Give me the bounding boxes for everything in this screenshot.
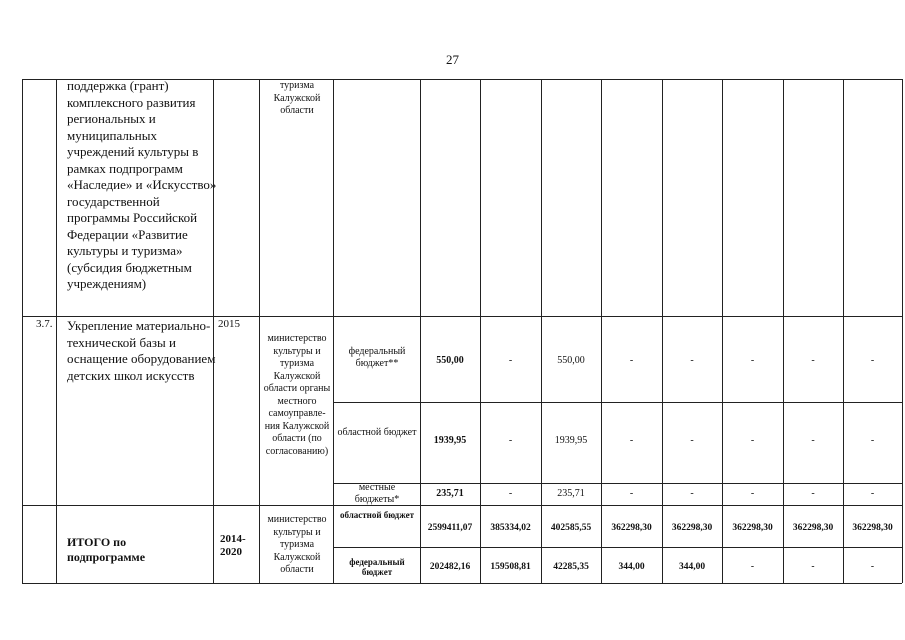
table-cell: 2599411,07 bbox=[427, 523, 473, 533]
col-line bbox=[783, 79, 784, 583]
table-cell: - bbox=[870, 488, 875, 499]
row-separator bbox=[333, 402, 902, 403]
table-cell: 42285,35 bbox=[553, 562, 589, 572]
row-separator bbox=[333, 483, 902, 484]
table-cell: - bbox=[870, 355, 875, 366]
row-executor: министерство культуры и туризма Калужской области органы местного самоуправле-ния Калужской области (по согласованию) bbox=[263, 333, 331, 457]
col-line bbox=[480, 79, 481, 583]
col-line bbox=[902, 79, 903, 583]
col-line bbox=[662, 79, 663, 583]
table-cell: - bbox=[811, 488, 815, 499]
table-cell: - bbox=[690, 435, 694, 446]
table-cell: 362298,30 bbox=[732, 523, 773, 533]
source-regional: областной бюджет bbox=[337, 427, 417, 438]
col-line bbox=[843, 79, 844, 583]
table-bottom-line bbox=[22, 583, 902, 584]
table-cell: 362298,30 bbox=[792, 523, 834, 533]
row-year: 2015 bbox=[218, 318, 240, 330]
col-line bbox=[722, 79, 723, 583]
row-number: 3.7. bbox=[36, 318, 53, 330]
table-cell: - bbox=[811, 435, 815, 446]
table-cell: - bbox=[629, 355, 634, 366]
table-cell: 202482,16 bbox=[429, 562, 471, 572]
total-label: ИТОГО по подпрограмме bbox=[67, 535, 146, 564]
table-cell: 1939,95 bbox=[554, 435, 588, 446]
col-line bbox=[333, 79, 334, 583]
table-cell: - bbox=[690, 488, 694, 499]
col-line bbox=[259, 79, 260, 583]
table-cell: - bbox=[811, 562, 815, 572]
table-cell: 235,71 bbox=[436, 488, 464, 499]
prev-row-description: поддержка (грант) комплексного развития региональных и муниципальных учреждений культуры в рамках подпрограмм «Наследие» и «Искусство» государственной программы Российской Федерации «Развитие культуры и туризма» (субсидия бюджетным учреждениям) bbox=[67, 78, 217, 291]
table-cell: 344,00 bbox=[618, 562, 645, 572]
col-line bbox=[601, 79, 602, 583]
table-cell: - bbox=[508, 488, 513, 499]
source-federal: федеральный бюджет** bbox=[348, 346, 406, 369]
total-source-regional: областной бюджет bbox=[339, 510, 415, 520]
table-cell: 362298,30 bbox=[611, 523, 652, 533]
table-cell: 235,71 bbox=[557, 488, 585, 499]
total-year: 2014-2020 bbox=[220, 533, 246, 558]
table-cell: - bbox=[508, 355, 513, 366]
prev-row-executor: туризма Калужской области bbox=[273, 80, 321, 116]
table-cell: - bbox=[629, 435, 634, 446]
table-cell: - bbox=[690, 355, 694, 366]
table-cell: - bbox=[750, 488, 755, 499]
table-cell: - bbox=[750, 562, 755, 572]
row-separator bbox=[22, 505, 902, 506]
table-cell: 362298,30 bbox=[852, 523, 893, 533]
col-line bbox=[420, 79, 421, 583]
table-cell: 344,00 bbox=[678, 562, 706, 572]
table-cell: 550,00 bbox=[436, 355, 464, 366]
row-separator bbox=[22, 316, 902, 317]
source-local: местные бюджеты* bbox=[354, 482, 400, 505]
table-cell: 1939,95 bbox=[433, 435, 467, 446]
table-cell: 402585,55 bbox=[550, 523, 592, 533]
table-cell: 362298,30 bbox=[671, 523, 713, 533]
page-number: 27 bbox=[446, 52, 459, 67]
table-cell: 385334,02 bbox=[490, 523, 531, 533]
table-cell: 550,00 bbox=[557, 355, 585, 366]
col-line bbox=[541, 79, 542, 583]
row-description: Укрепление материально-технической базы и оснащение оборудованием детских школ искусств bbox=[67, 318, 216, 383]
total-source-federal: федеральный бюджет bbox=[349, 557, 405, 577]
col-line bbox=[56, 79, 57, 583]
row-separator bbox=[333, 547, 902, 548]
table-cell: - bbox=[750, 355, 755, 366]
col-line bbox=[22, 79, 23, 583]
table-cell: - bbox=[870, 562, 875, 572]
table-cell: - bbox=[811, 355, 815, 366]
table-cell: - bbox=[870, 435, 875, 446]
table-cell: 159508,81 bbox=[490, 562, 531, 572]
table-cell: - bbox=[508, 435, 513, 446]
total-executor: министерство культуры и туризма Калужской области bbox=[267, 514, 327, 575]
table-cell: - bbox=[750, 435, 755, 446]
table-cell: - bbox=[629, 488, 634, 499]
